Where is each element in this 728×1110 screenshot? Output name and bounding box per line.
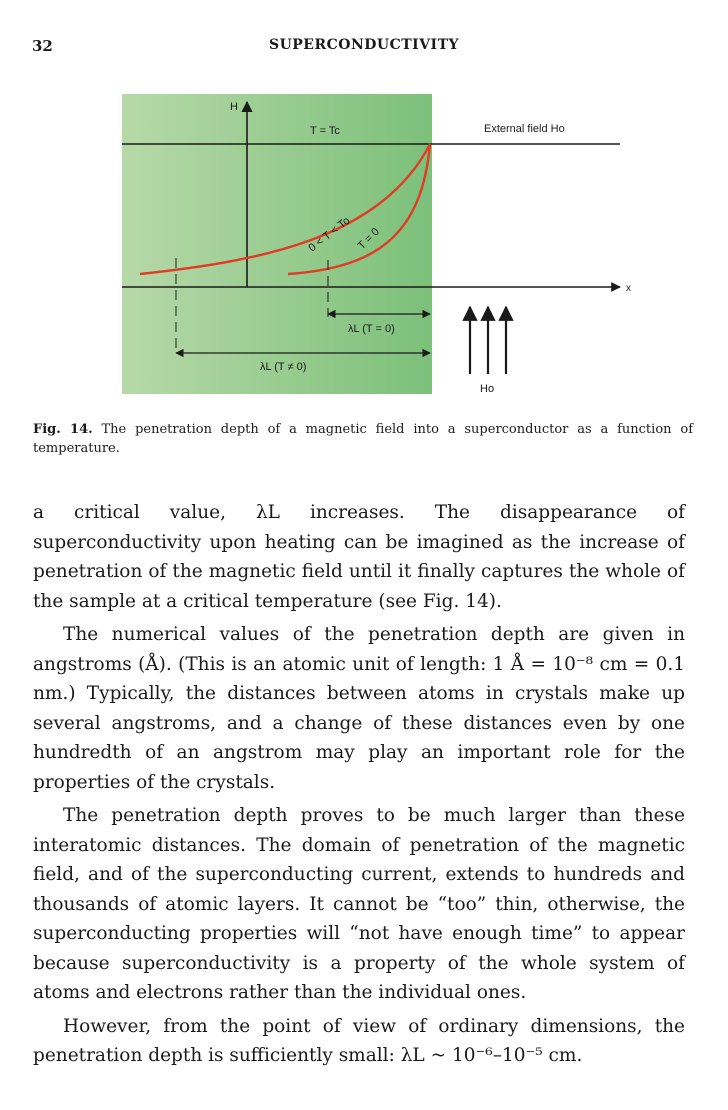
x-axis-label: x: [626, 283, 631, 294]
curve-zero-label: T = 0: [355, 225, 382, 253]
lambda-t0-label: λL (T = 0): [348, 323, 395, 335]
t-eq-tc-label: T = Tc: [310, 125, 340, 137]
running-title: SUPERCONDUCTIVITY: [268, 37, 460, 53]
external-field-label: External field Ho: [484, 123, 565, 135]
ho-label: Ho: [480, 383, 495, 395]
penetration-depth-figure: [100, 92, 660, 410]
paragraph-3: The penetration depth proves to be much larger than these interatomic distances. The domain of penetration of the magnetic field, and of the superconducting current, extends to hundreds and thousands of atomic layers. It cannot be “too” thin, otherwise, the superconducting properties will “not have enough time” to appear because superconductivity is a property of the whole system of atoms and electrons rather than the individual ones.: [33, 805, 685, 1003]
paragraph-4: However, from the point of view of ordinary dimensions, the penetration depth is sufficiently small: λL ~ 10⁻⁶–10⁻⁵ cm.: [33, 1015, 685, 1066]
figure-caption: [33, 420, 693, 458]
curve-mid-label: 0 < T < To: [306, 214, 353, 255]
h-axis-label: H: [230, 101, 238, 113]
page-number: 32: [32, 37, 53, 55]
caption-text: The penetration depth of a magnetic field into a superconductor as a function of temperature.: [33, 422, 694, 456]
paragraph-2: The numerical values of the penetration depth are given in angstroms (Å). (This is an atomic unit of length: 1 Å = 10⁻⁸ cm = 0.1 nm.) Typically, the distances between atoms in crystals make up several angstroms, and a change of these distances even by one hundredth of an angstrom may play an important role for the properties of the crystals.: [33, 624, 685, 793]
body-text: [33, 498, 685, 1075]
paragraph-1: a critical value, λL increases. The disappearance of superconductivity upon heating can be imagined as the increase of penetration of the magnetic field until it finally captures the whole of the sample at a critical temperature (see Fig. 14).: [33, 502, 685, 612]
lambda-tne0-label: λL (T ≠ 0): [260, 361, 307, 373]
caption-label: Fig. 14.: [33, 422, 93, 437]
